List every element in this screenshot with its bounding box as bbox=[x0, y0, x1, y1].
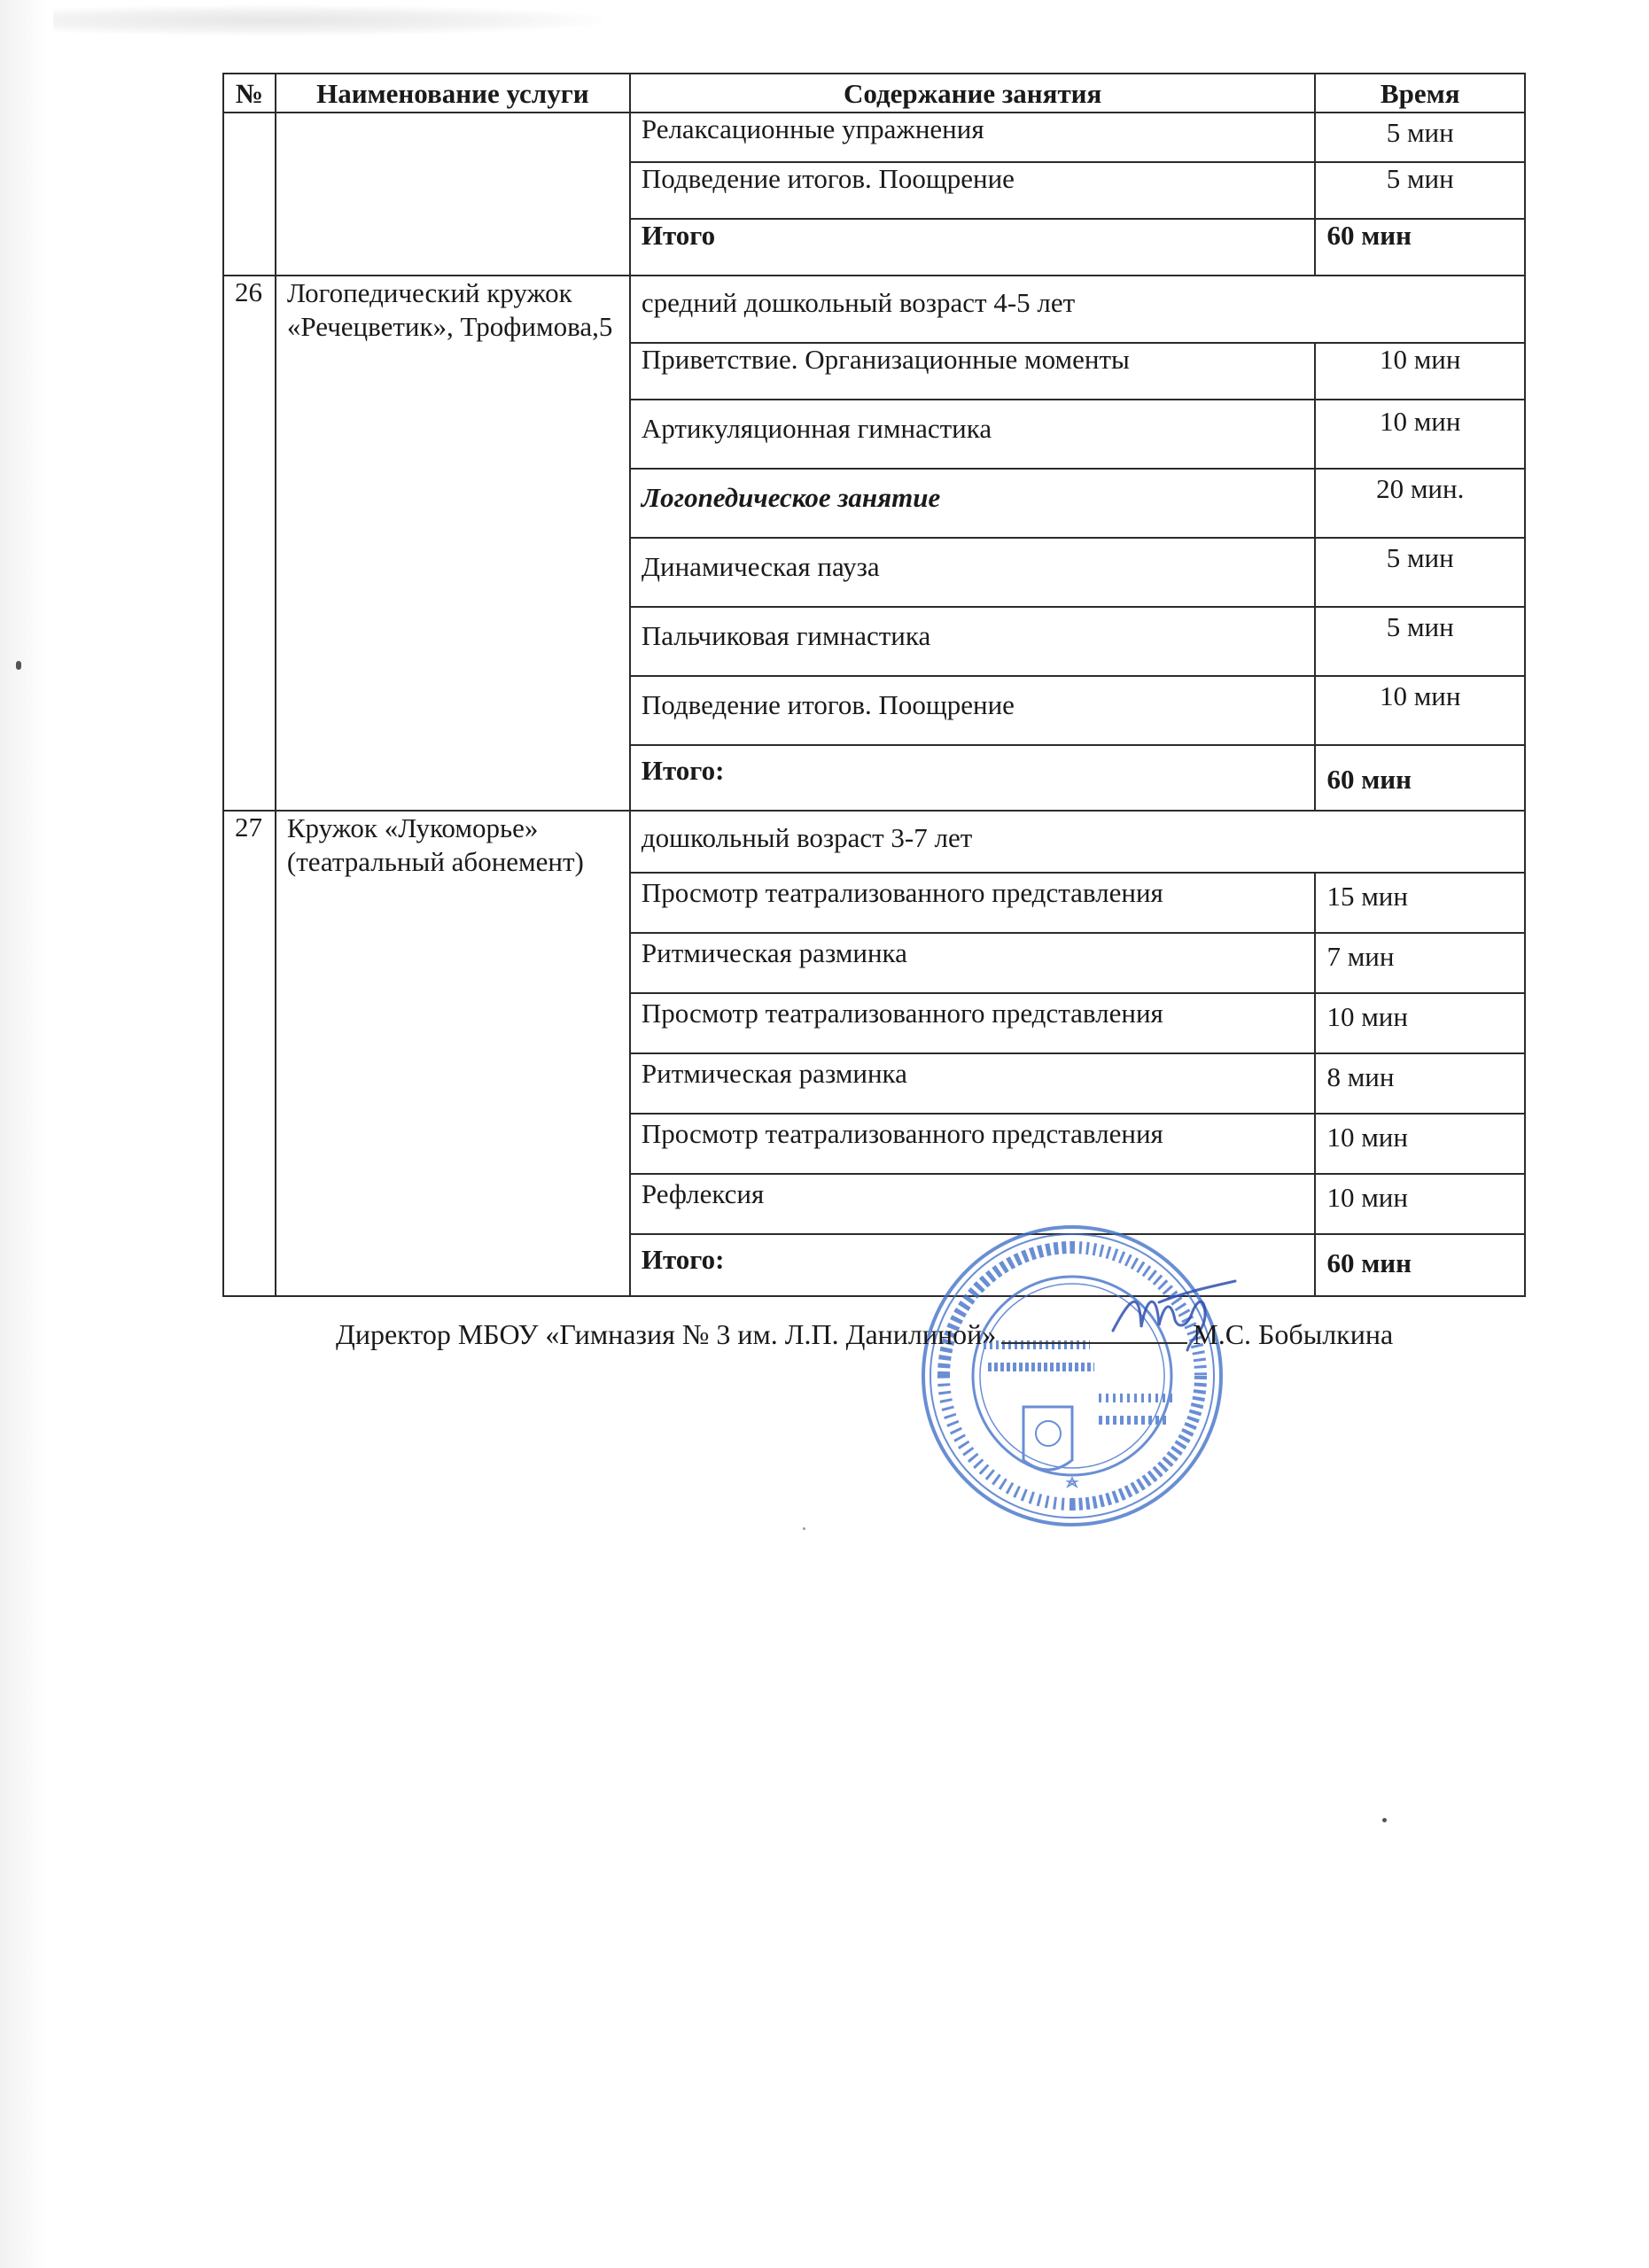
scan-shadow bbox=[0, 0, 50, 2268]
scan-smudge bbox=[53, 5, 603, 35]
header-service-name: Наименование услуги bbox=[276, 74, 630, 113]
activity-cell: Просмотр театрализованного представления bbox=[630, 1114, 1316, 1174]
service-name-cell: Логопедический кружок «Речецветик», Трофимова,5 bbox=[276, 276, 630, 811]
director-name: М.С. Бобылкина bbox=[1193, 1318, 1394, 1350]
time-cell: 7 мин bbox=[1315, 933, 1525, 993]
activity-cell: Просмотр театрализованного представления bbox=[630, 993, 1316, 1053]
time-cell: 10 мин bbox=[1315, 676, 1525, 745]
header-num: № bbox=[223, 74, 276, 113]
director-signature-line bbox=[336, 1318, 1514, 1351]
service-name-cell bbox=[276, 113, 630, 276]
table-header-row bbox=[223, 74, 1525, 113]
time-cell: 10 мин bbox=[1315, 1174, 1525, 1234]
activity-cell: Подведение итогов. Поощрение bbox=[630, 676, 1316, 745]
total-time: 60 мин bbox=[1315, 745, 1525, 811]
table-row bbox=[223, 811, 1525, 873]
row-num-cell: 26 bbox=[223, 276, 276, 811]
activity-cell: Артикуляционная гимнастика bbox=[630, 400, 1316, 469]
time-cell: 10 мин bbox=[1315, 993, 1525, 1053]
activity-cell: Приветствие. Организационные моменты bbox=[630, 343, 1316, 400]
time-cell: 20 мин. bbox=[1315, 469, 1525, 538]
age-group-cell: средний дошкольный возраст 4-5 лет bbox=[630, 276, 1525, 343]
activity-cell: Просмотр театрализованного представления bbox=[630, 873, 1316, 933]
signature-blank-line bbox=[1001, 1319, 1187, 1344]
activity-cell: Рефлексия bbox=[630, 1174, 1316, 1234]
activity-cell: Ритмическая разминка bbox=[630, 933, 1316, 993]
total-time: 60 мин bbox=[1315, 219, 1525, 276]
time-cell: 5 мин bbox=[1315, 607, 1525, 676]
time-cell: 5 мин bbox=[1315, 162, 1525, 219]
activity-cell: Ритмическая разминка bbox=[630, 1053, 1316, 1114]
activity-cell: Релаксационные упражнения bbox=[630, 113, 1316, 162]
time-cell: 10 мин bbox=[1315, 343, 1525, 400]
seal-stamp bbox=[917, 1221, 1227, 1531]
total-time: 60 мин bbox=[1315, 1234, 1525, 1296]
header-time: Время bbox=[1315, 74, 1525, 113]
service-name-cell: Кружок «Лукоморье» (театральный абонемент) bbox=[276, 811, 630, 1296]
scan-speck bbox=[16, 661, 21, 670]
activity-cell: Пальчиковая гимнастика bbox=[630, 607, 1316, 676]
time-cell: 15 мин bbox=[1315, 873, 1525, 933]
director-title: Директор МБОУ «Гимназия № 3 им. Л.П. Данилиной» bbox=[336, 1318, 997, 1350]
table-row bbox=[223, 113, 1525, 162]
time-cell: 5 мин bbox=[1315, 538, 1525, 607]
time-cell: 5 мин bbox=[1315, 113, 1525, 162]
table-row bbox=[223, 276, 1525, 343]
time-cell: 8 мин bbox=[1315, 1053, 1525, 1114]
total-label: Итого: bbox=[630, 745, 1316, 811]
activity-cell: Подведение итогов. Поощрение bbox=[630, 162, 1316, 219]
activity-cell: Динамическая пауза bbox=[630, 538, 1316, 607]
row-num-cell: 27 bbox=[223, 811, 276, 1296]
time-cell: 10 мин bbox=[1315, 400, 1525, 469]
time-cell: 10 мин bbox=[1315, 1114, 1525, 1174]
age-group-cell: дошкольный возраст 3-7 лет bbox=[630, 811, 1525, 873]
header-content: Содержание занятия bbox=[630, 74, 1316, 113]
total-label: Итого bbox=[630, 219, 1316, 276]
scan-speck bbox=[1382, 1818, 1387, 1822]
activity-cell: Логопедическое занятие bbox=[630, 469, 1316, 538]
total-label: Итого: bbox=[630, 1234, 1316, 1296]
scan-speck bbox=[803, 1527, 805, 1530]
schedule-table bbox=[222, 73, 1526, 1297]
row-num-cell bbox=[223, 113, 276, 276]
